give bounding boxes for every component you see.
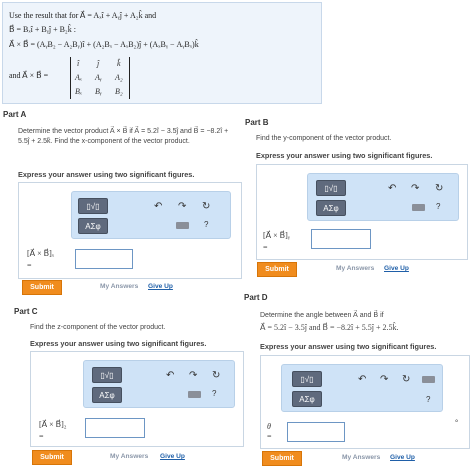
det-cell: ĵ [97,59,100,68]
part-c-submit-button[interactable]: Submit [32,450,72,465]
redo-icon[interactable]: ↷ [411,183,420,194]
part-d-answer-area [260,355,470,449]
part-a-submit-button[interactable]: Submit [22,280,62,295]
part-d-lhs: θ [267,422,271,431]
part-c-answer-area [30,351,244,447]
part-c-my-answers-link[interactable]: My Answers [110,453,149,460]
part-b-answer-area [256,164,468,260]
redo-icon[interactable]: ↷ [189,370,198,381]
part-a-instruction: Express your answer using two significant figures. [18,170,195,179]
part-d-question-line1: Determine the angle between A⃗ and B⃗ if [260,312,384,319]
part-a-my-answers-link[interactable]: My Answers [100,283,139,290]
template-button[interactable]: ▯√▯ [92,367,122,383]
part-b-answer-input[interactable] [311,229,371,249]
part-a-math-toolbar [71,191,231,239]
part-c-equals: = [39,432,44,441]
undo-icon[interactable]: ↶ [154,201,163,212]
template-button[interactable]: ▯√▯ [316,180,346,196]
det-cell: A₂ [115,73,123,82]
part-d-title: Part D [244,293,268,302]
part-d-submit-button[interactable]: Submit [262,451,302,466]
help-icon[interactable]: ? [212,389,217,398]
part-a-question: Determine the vector product A⃗ × B⃗ if A⃗ = 5.2î − 3.5ĵ and B⃗ = −8.2î + 5.5ĵ + 2.5k̂. Find the x-component of the vector product. [18,128,229,145]
det-cell: k̂ [117,59,121,68]
keyboard-icon[interactable] [188,391,201,398]
part-b-math-toolbar [307,173,459,221]
part-c-instruction: Express your answer using two significant figures. [30,339,207,348]
part-d-unit: ° [455,418,459,427]
part-d-math-toolbar [281,364,443,412]
part-d-answer-input[interactable] [287,422,345,442]
greek-symbols-button[interactable]: ΑΣφ [316,200,346,216]
hint-line-1: Use the result that for A⃗ = Aₓî + Aᵧĵ + A₂k̂ and [9,11,157,20]
det-cell: Bₓ [75,87,83,96]
part-d-instruction: Express your answer using two significant figures. [260,342,437,351]
part-d-question-line2: A⃗ = 5.2î − 3.5ĵ and B⃗ = −8.2î + 5.5ĵ + 2.5k̂. [260,323,399,332]
det-cell: B₂ [115,87,123,96]
reset-icon[interactable]: ↻ [202,201,211,212]
undo-icon[interactable]: ↶ [388,183,397,194]
part-b-my-answers-link[interactable]: My Answers [336,265,375,272]
hint-line-3: A⃗ × B⃗ = (AᵧB₂ − A₂Bᵧ)î + (A₂Bₓ − AₓB₂)ĵ + (AₓBᵧ − AᵧBₓ)k̂ [9,40,199,49]
part-c-lhs: [A⃗ × B⃗]₂ [39,420,67,429]
greek-symbols-button[interactable]: ΑΣφ [78,218,108,234]
part-c-title: Part C [14,307,38,316]
help-icon[interactable]: ? [204,220,209,229]
part-a-give-up-link[interactable]: Give Up [148,283,173,290]
determinant [70,57,130,99]
part-b-title: Part B [245,118,269,127]
template-button[interactable]: ▯√▯ [78,198,108,214]
det-cell: Bᵧ [95,87,102,96]
redo-icon[interactable]: ↷ [380,374,389,385]
part-b-question: Find the y-component of the vector product. [256,135,392,142]
hint-box [2,2,322,104]
keyboard-icon[interactable] [176,222,189,229]
part-a-answer-area [18,182,242,279]
part-b-lhs: [A⃗ × B⃗]ᵧ [263,231,290,240]
greek-symbols-button[interactable]: ΑΣφ [292,391,322,407]
part-a-lhs: [A⃗ × B⃗]ₓ [27,249,55,258]
part-b-instruction: Express your answer using two significant figures. [256,151,433,160]
part-c-question: Find the z-component of the vector product. [30,324,166,331]
keyboard-icon[interactable] [422,376,435,383]
part-d-equals: = [267,432,272,441]
part-b-submit-button[interactable]: Submit [257,262,297,277]
undo-icon[interactable]: ↶ [358,374,367,385]
part-c-answer-input[interactable] [85,418,145,438]
part-a-title: Part A [3,110,27,119]
help-icon[interactable]: ? [426,395,431,404]
part-b-give-up-link[interactable]: Give Up [384,265,409,272]
help-icon[interactable]: ? [436,202,441,211]
reset-icon[interactable]: ↻ [402,374,411,385]
reset-icon[interactable]: ↻ [212,370,221,381]
part-a-equals: = [27,261,32,270]
part-d-my-answers-link[interactable]: My Answers [342,454,381,461]
reset-icon[interactable]: ↻ [435,183,444,194]
template-button[interactable]: ▯√▯ [292,371,322,387]
keyboard-icon[interactable] [412,204,425,211]
redo-icon[interactable]: ↷ [178,201,187,212]
det-cell: Aₓ [75,73,83,82]
det-cell: î [77,59,80,68]
part-a-answer-input[interactable] [75,249,133,269]
det-cell: Aᵧ [95,73,102,82]
undo-icon[interactable]: ↶ [166,370,175,381]
greek-symbols-button[interactable]: ΑΣφ [92,387,122,403]
part-b-equals: = [263,243,268,252]
part-c-give-up-link[interactable]: Give Up [160,453,185,460]
hint-line-2: B⃗ = Bₓî + Bᵧĵ + B₂k̂ : [9,25,76,34]
part-d-give-up-link[interactable]: Give Up [390,454,415,461]
part-c-math-toolbar [83,360,235,408]
hint-det-prefix: and A⃗ × B⃗ = [9,71,49,80]
